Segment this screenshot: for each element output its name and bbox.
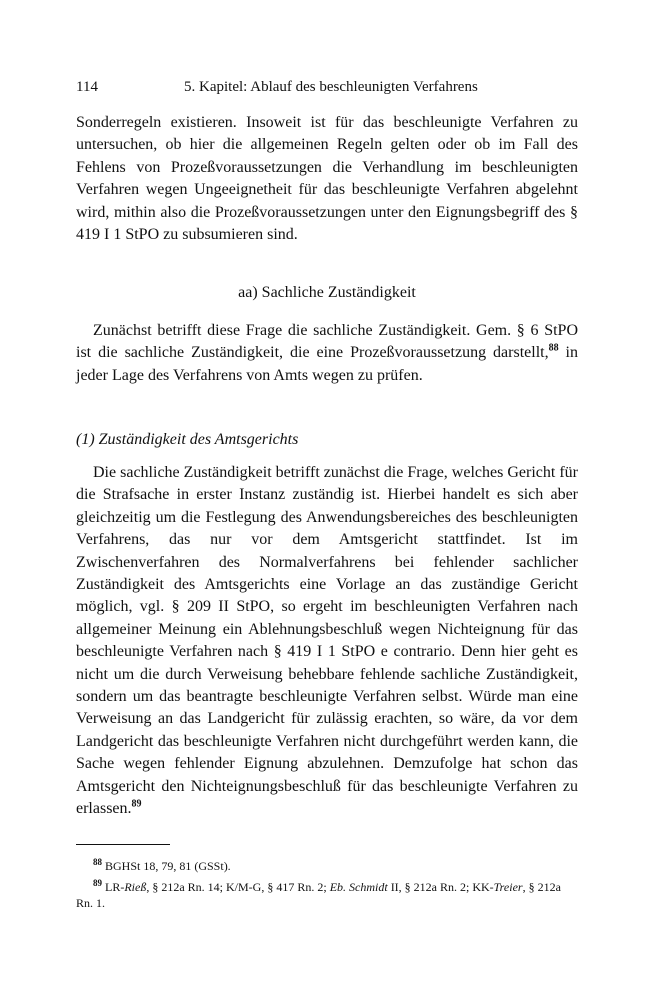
footnote: [76, 879, 578, 911]
paragraph-text: Die sachliche Zuständigkeit betrifft zunächst die Frage, welches Gericht für die Strafsache in erster Instanz zuständig ist. Hierbei handelt es sich aber gleichzeitig um die Festlegung des Anwendungsbereiches des beschleunigten Verfahrens, das nur vor dem Amtsgericht stattfindet. Ist im Zwischenverfahren des Normalverfahrens bei fehlender sachlicher Zuständigkeit des Amtsgerichts eine Vorlage an das zuständige Gericht möglich, vgl. § 209 II StPO, so ergeht im beschleunigten Verfahren nach allgemeiner Meinung ein Ablehnungsbeschluß wegen Nichteignung für das beschleunigte Verfahren nach § 419 I 1 StPO e contrario. Denn hier geht es nicht um die durch Verweisung behebbare fehlende sachliche Zuständigkeit, sondern um das beantragte beschleunigte Verfahren selbst. Würde man eine Verweisung an das Landgericht für zulässig erachten, so wäre, da vor dem Landgericht das beschleunigte Verfahren nicht durchgeführt werden kann, die Sache wegen fehlender Eignung abzulehnen. Demzufolge hat schon das Amtsgericht den Nichteignungsbeschluß für das beschleunigte Verfahren zu erlassen.: [76, 464, 578, 818]
author-name: Eb. Schmidt: [329, 880, 388, 894]
body-paragraph: [76, 320, 578, 387]
subsection-heading: (1) Zuständigkeit des Amtsgerichts: [76, 431, 299, 448]
footnote-reference[interactable]: 88: [548, 343, 559, 355]
footnote-reference[interactable]: 89: [131, 798, 142, 810]
page-header: [76, 76, 578, 98]
footnote: [76, 858, 578, 874]
footnote-text: , § 212a Rn. 14; K/M-G, § 417 Rn. 2;: [146, 880, 330, 894]
footnote-text: , § 212a Rn. 1.: [76, 880, 561, 910]
running-title: 5. Kapitel: Ablauf des beschleunigten Verfahrens: [184, 79, 478, 95]
author-name: Treier: [493, 880, 523, 894]
section-heading: aa) Sachliche Zuständigkeit: [238, 284, 416, 301]
footnote-separator: [76, 844, 170, 845]
paragraph-text: in jeder Lage des Verfahrens von Amts wegen zu prüfen.: [76, 344, 578, 384]
body-paragraph: Sonderregeln existieren. Insoweit ist für das beschleunigte Verfahren zu untersuchen, ob hier die allgemeinen Regeln gelten oder ob im Fall des Fehlens von Prozeßvoraussetzungen die Verhandlung im beschleunigten Verfahren wegen Ungeeignetheit für das beschleunigte Verfahren abgelehnt wird, mithin also die Prozeßvoraussetzungen unter den Eignungsbegriff des § 419 I 1 StPO zu subsumieren sind.: [76, 114, 578, 244]
page-number: 114: [76, 79, 98, 95]
footnote-number: 89: [93, 878, 102, 888]
paragraph-text: Zunächst betrifft diese Frage die sachliche Zuständigkeit. Gem. § 6 StPO ist die sachliche Zuständigkeit, die eine Prozeßvoraussetzung darstellt,: [76, 322, 578, 362]
footnote-text: LR-: [105, 880, 125, 894]
author-name: Rieß: [124, 880, 147, 894]
footnote-number: 88: [93, 857, 102, 867]
footnote-text: II, § 212a Rn. 2; KK-: [387, 880, 494, 894]
footnote-text: BGHSt 18, 79, 81 (GSSt).: [105, 859, 231, 873]
body-paragraph: [76, 462, 578, 821]
